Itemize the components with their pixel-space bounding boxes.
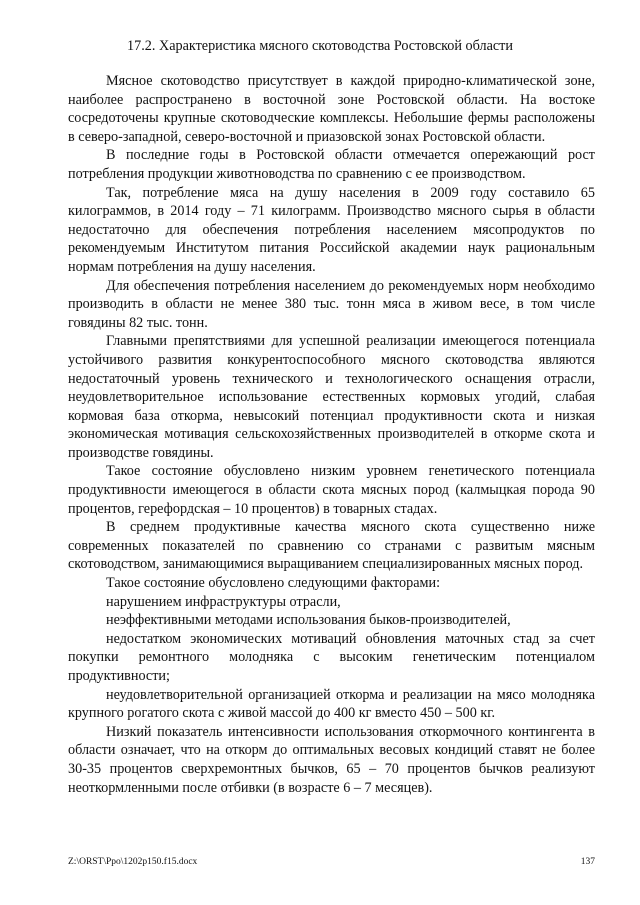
list-item: недостатком экономических мотиваций обновления маточных стад за счет покупки ремонтного молодняка с высоким генетическим потенциалом продуктивности;	[68, 630, 595, 684]
document-body	[68, 72, 595, 797]
paragraph: Такое состояние обусловлено низким уровнем генетического потенциала продуктивности имеющегося в области скота мясных пород (калмыцкая порода 90 процентов, герефордская – 10 процентов) в товарных стадах.	[68, 463, 595, 517]
paragraph: В среднем продуктивные качества мясного скота существенно ниже современных показателей по сравнению со странами с развитым мясным скотоводством, занимающимися выращиванием специализированных мясных пород.	[68, 519, 595, 573]
list-item: неэффективными методами использования быков-производителей,	[106, 612, 511, 629]
list-item: неудовлетворительной организацией откорма и реализации на мясо молодняка крупного рогатого скота с живой массой до 400 кг вместо 450 – 500 кг.	[68, 686, 595, 722]
list-item: нарушением инфраструктуры отрасли,	[106, 593, 341, 610]
paragraph: Главными препятствиями для успешной реализации имеющегося потенциала устойчивого развития конкурентоспособного мясного скотоводства являются недостаточный уровень технического и технологического оснащения отрасли, неудовлетворительное использование естественных кормовых угодий, слабая кормовая база откорма, невысокий потенциал продуктивности скота и низкая экономическая мотивация сельскохозяйственных производителей в откорме скота и производстве говядины.	[68, 333, 595, 461]
section-title: 17.2. Характеристика мясного скотоводства Ростовской области	[127, 38, 513, 54]
paragraph: Такое состояние обусловлено следующими факторами:	[106, 575, 441, 592]
footer-file-path: Z:\ORST\Ppo\1202p150.f15.docx	[68, 857, 198, 867]
paragraph: Так, потребление мяса на душу населения в 2009 году составило 65 килограммов, в 2014 году – 71 килограмм. Производство мясного сырья в области недостаточно для обеспечения потребления населением мясопродуктов по рекомендуемым Институтом питания Российской академии наук рациональным нормам потребления на душу населения.	[68, 184, 595, 275]
paragraph: Мясное скотоводство присутствует в каждой природно-климатической зоне, наиболее распространено в восточной зоне Ростовской области. На востоке сосредоточены крупные скотоводческие комплексы. Небольшие фермы расположены в северо-западной, северо-восточной и приазовской зонах Ростовской области.	[68, 73, 595, 145]
paragraph: Для обеспечения потребления населением до рекомендуемых норм необходимо производить в области не менее 380 тыс. тонн мяса в живом весе, в том числе говядины 82 тыс. тонн.	[68, 277, 595, 331]
paragraph: Низкий показатель интенсивности использования откормочного контингента в области означает, что на откорм до оптимальных весовых кондиций ставят не более 30-35 процентов сверхремонтных бычков, 65 – 70 процентов бычков реализуют неоткормленными после отбивки (в возрасте 6 – 7 месяцев).	[68, 723, 595, 796]
paragraph: В последние годы в Ростовской области отмечается опережающий рост потребления продукции животноводства по сравнению с ее производством.	[68, 147, 595, 182]
page-number: 137	[580, 857, 595, 867]
